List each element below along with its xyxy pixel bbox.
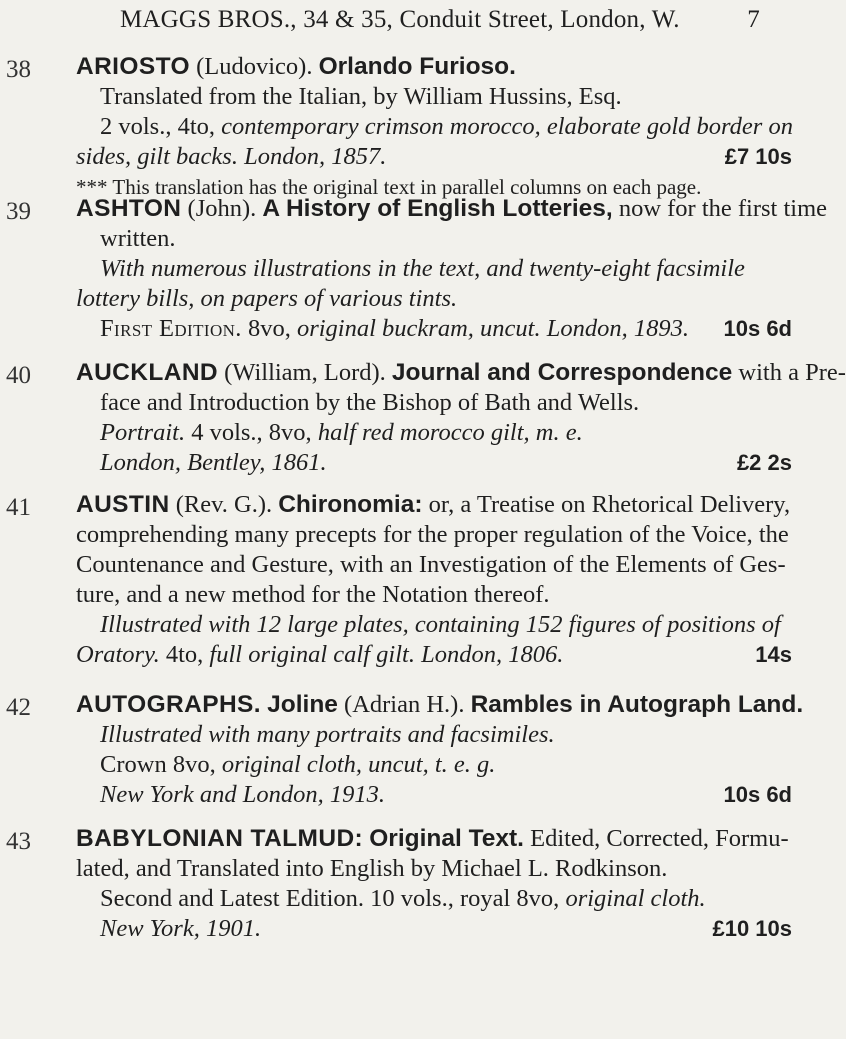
entry-heading: ASHTON (John). A History of English Lotteries, now for the first time [76,195,828,222]
catalogue-page: MAGGS BROS., 34 & 35, Conduit Street, London, W. 7 38 ARIOSTO (Ludovico). Orlando Furioso. Translated from the Italian, by William Hussins, Esq. 2 vols., 4to, contemporary crimson morocco, elaborate gold border on sides, gilt backs. London, 1857. £7 10s *** This translation has the original text in parallel columns on each page. 39 ASHTON (John). A History of English Lotteries, now for the first time written. With numerous illustrations in the text, and twenty-eight facsimile lottery bills, on papers of various tints. First Edition. 8vo, original buckram, uncut. London, 1893. 10s 6d 40 AUCKLAND (William, Lord). Journal and Correspondence with a Pre- face and Introduction by the Bishop of Bath and Wells. Portrait. 4 vols., 8vo, half red morocco gilt, m. e. London, Bentley, 1861. £2 2s 41 AUSTIN (Rev. G.). Chironomia: or, a Treatise on Rhetorical Delivery, comprehending many precepts for the proper regulation of the Voice, the Countenance and Gesture, with an Investigation of the Elements of Ges- ture, and a new method for the Notation thereof. Illustrated with 12 large plates, containing 152 figures of positions of Oratory. 4to, full original calf gilt. London, 1806. 14s 42 AUTOGRAPHS. Joline (Adrian H.). Rambles in Autograph Land. Illustrated with many portraits and facsimiles. Crown 8vo, original cloth, uncut, t. e. g. New York and London, 1913. 10s 6d 43 BABYLONIAN TALMUD: Original Text. Edited, Corrected, Formu- lated, and Translated into English by Michael L. Rodkinson. Second and Latest Edition. 10 vols., royal 8vo, original cloth. New York, 1901. £10 10s [6,6,846,942]
entry-heading: AUSTIN (Rev. G.). Chironomia: or, a Treatise on Rhetorical Delivery, [76,491,791,518]
publisher-line: MAGGS BROS., 34 & 35, Conduit Street, London, W. [120,6,680,33]
entry-number: 42 [6,694,31,721]
entry-heading: BABYLONIAN TALMUD: Original Text. Edited, Corrected, Formu- [76,825,789,852]
entry-note: *** This translation has the original text in parallel columns on each page. [76,175,702,199]
price: £7 10s [724,144,792,169]
price: 10s 6d [723,316,792,341]
page-number: 7 [747,6,760,33]
page-header [120,6,760,34]
price: 14s [755,642,792,667]
entry-heading: AUTOGRAPHS. Joline (Adrian H.). Rambles in Autograph Land. [76,691,804,718]
entry-heading: AUCKLAND (William, Lord). Journal and Correspondence with a Pre- [76,359,846,386]
entry-number: 41 [6,494,31,521]
entry-number: 43 [6,828,31,855]
entry-heading: ARIOSTO (Ludovico). Orlando Furioso. [76,53,516,80]
entry-number: 38 [6,56,31,83]
price: £2 2s [736,450,792,475]
price: £10 10s [712,916,792,941]
price: 10s 6d [723,782,792,807]
entry-number: 40 [6,362,31,389]
entry-number: 39 [6,198,31,225]
